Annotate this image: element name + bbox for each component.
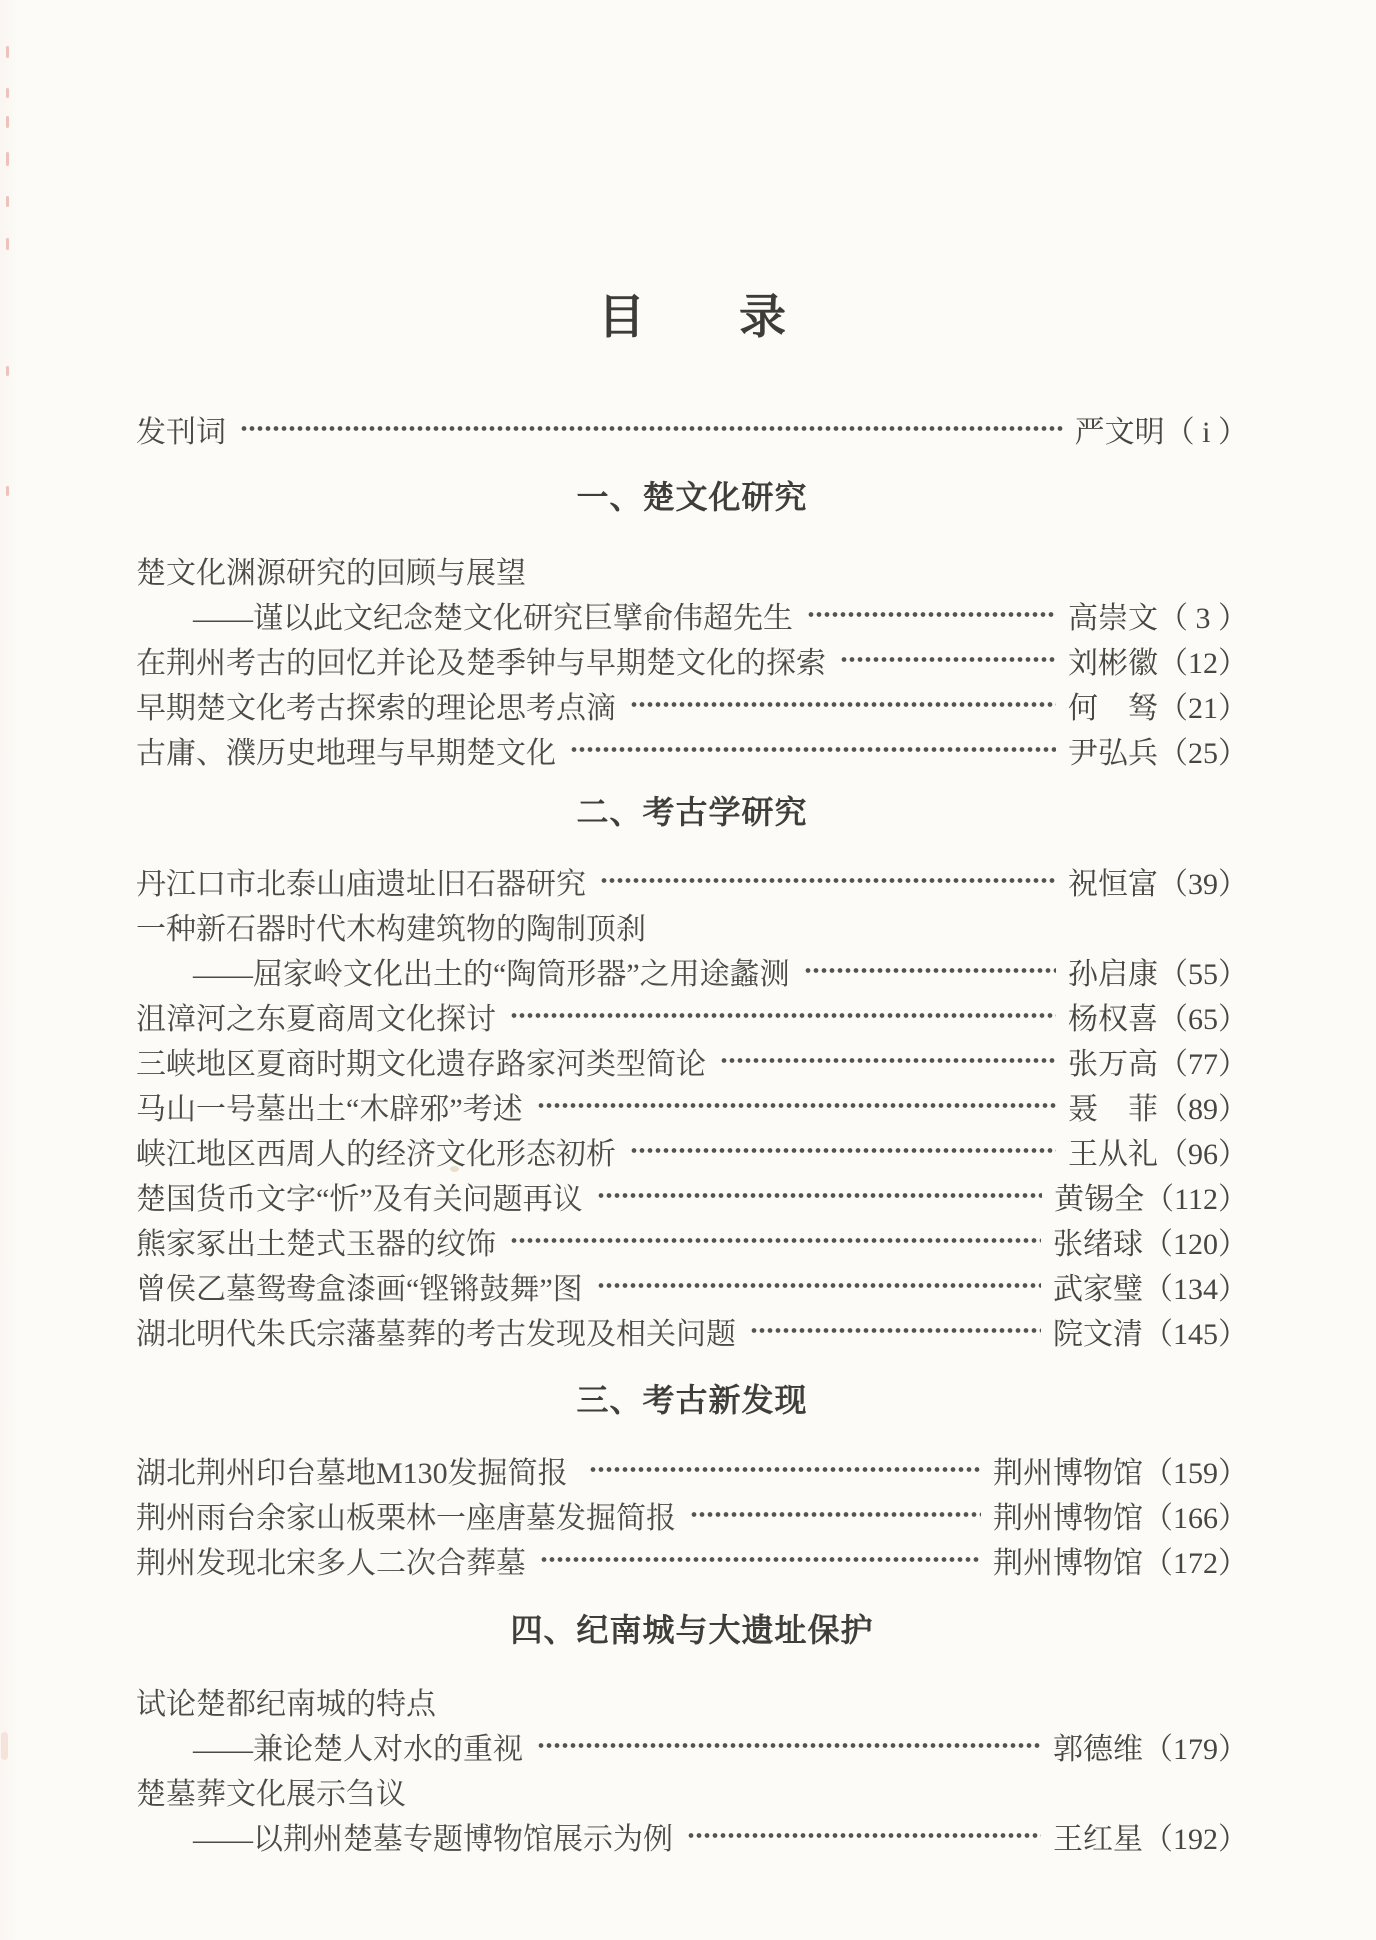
scan-edge-mark (6, 116, 9, 128)
dot-leader (510, 993, 1056, 1038)
dot-leader (687, 1813, 1041, 1858)
toc-entry (136, 1813, 1248, 1858)
dot-leader (240, 406, 1063, 451)
entry-page: （172） (1143, 1546, 1248, 1580)
dot-leader (597, 1263, 1041, 1308)
entry-ref (993, 1448, 1248, 1492)
entry-title: 楚文化渊源研究的回顾与展望 (136, 556, 526, 590)
entry-page: （192） (1143, 1822, 1248, 1856)
entry-ref (1053, 1219, 1248, 1263)
entry-title: 熊家冢出土楚式玉器的纹饰 (136, 1227, 496, 1261)
entry-page: （77） (1158, 1047, 1248, 1081)
entry-page: （96） (1158, 1137, 1248, 1171)
dot-leader (597, 1173, 1042, 1218)
entry-ref (1068, 638, 1248, 682)
table-of-contents (136, 406, 1248, 1858)
entry-author: 王从礼 (1068, 1137, 1158, 1171)
scan-edge-mark (6, 46, 9, 58)
dot-leader (807, 592, 1056, 637)
dot-leader (540, 1537, 981, 1582)
section-heading-3: 三、考古新发现 (576, 1382, 808, 1418)
dot-leader (537, 1723, 1041, 1768)
entry-page: （112） (1144, 1182, 1248, 1216)
entry-page: （65） (1158, 1002, 1248, 1036)
toc-entry (136, 858, 1248, 903)
entry-ref (993, 1538, 1248, 1582)
entry-ref (1068, 1129, 1248, 1173)
dot-leader (570, 727, 1056, 772)
scan-edge-mark (6, 152, 9, 166)
entry-title: 三峡地区夏商时期文化遗存路家河类型简论 (136, 1047, 706, 1081)
toc-entry (136, 1308, 1248, 1353)
entry-subtitle: ——以荆州楚墓专题博物馆展示为例 (193, 1822, 673, 1856)
dot-leader (510, 1218, 1041, 1263)
dot-leader (690, 1492, 981, 1537)
entry-author: 郭德维 (1053, 1732, 1143, 1766)
entry-ref (1053, 1309, 1248, 1353)
dot-leader (840, 637, 1056, 682)
scan-edge-smudge (1, 1732, 8, 1760)
entry-author: 孙启康 (1068, 957, 1158, 991)
toc-entry (136, 547, 1248, 592)
entry-page: （ i ） (1164, 415, 1248, 449)
toc-entry (136, 1173, 1248, 1218)
toc-entry (136, 948, 1248, 993)
entry-ref (1053, 1814, 1248, 1858)
entry-title: 早期楚文化考古探索的理论思考点滴 (136, 691, 616, 725)
entry-author: 杨权喜 (1068, 1002, 1158, 1036)
entry-title: 古庸、濮历史地理与早期楚文化 (136, 736, 556, 770)
entry-title: 试论楚都纪南城的特点 (136, 1687, 436, 1721)
toc-entry (136, 1768, 1248, 1813)
dot-leader (720, 1038, 1056, 1083)
entry-page: （21） (1158, 691, 1248, 725)
section-heading-4: 四、纪南城与大遗址保护 (510, 1612, 874, 1648)
toc-entry (136, 1263, 1248, 1308)
toc-entry (136, 903, 1248, 948)
entry-author: 黄锡全 (1054, 1182, 1145, 1216)
entry-page: （ 3 ） (1158, 601, 1248, 635)
entry-author: 聂 菲 (1068, 1092, 1158, 1126)
entry-ref (1068, 1039, 1248, 1083)
entry-title: 一种新石器时代木构建筑物的陶制顶刹 (136, 912, 646, 946)
scan-edge-mark (6, 238, 9, 250)
entry-title: 在荆州考古的回忆并论及楚季钟与早期楚文化的探索 (136, 646, 826, 680)
entry-title: 曾侯乙墓鸳鸯盒漆画“铿锵鼓舞”图 (136, 1272, 583, 1306)
toc-entry-preface (136, 406, 1248, 451)
entry-author: 荆州博物馆 (993, 1456, 1143, 1490)
entry-page: （89） (1158, 1092, 1248, 1126)
entry-ref (1068, 994, 1248, 1038)
page-title: 目 录 (598, 292, 786, 344)
entry-ref (1068, 859, 1248, 903)
entry-page: （12） (1158, 646, 1248, 680)
dot-leader (750, 1308, 1041, 1353)
entry-ref (1053, 1264, 1248, 1308)
entry-page: （179） (1143, 1732, 1248, 1766)
entry-title: 发刊词 (136, 415, 226, 449)
toc-entry (136, 1723, 1248, 1768)
entry-title: 楚墓葬文化展示刍议 (136, 1777, 406, 1811)
section-heading-2: 二、考古学研究 (576, 794, 808, 830)
dot-leader (537, 1083, 1056, 1128)
toc-entry (136, 682, 1248, 727)
entry-author: 何 驽 (1068, 691, 1158, 725)
toc-entry (136, 1537, 1248, 1582)
dot-leader (804, 948, 1056, 993)
entry-author: 张万高 (1068, 1047, 1158, 1081)
entry-ref (1075, 407, 1248, 451)
toc-entry (136, 1218, 1248, 1263)
dot-leader (589, 1447, 981, 1492)
entry-subtitle: ——谨以此文纪念楚文化研究巨擘俞伟超先生 (193, 601, 793, 635)
entry-author: 荆州博物馆 (993, 1501, 1143, 1535)
toc-entry (136, 592, 1248, 637)
entry-title: 荆州雨台余家山板栗林一座唐墓发掘简报 (136, 1501, 676, 1535)
entry-author: 武家璧 (1053, 1272, 1143, 1306)
entry-ref (1053, 1724, 1248, 1768)
toc-entry (136, 1447, 1248, 1492)
entry-title: 湖北明代朱氏宗藩墓葬的考古发现及相关问题 (136, 1317, 736, 1351)
entry-author: 刘彬徽 (1068, 646, 1158, 680)
entry-author: 高崇文 (1068, 601, 1158, 635)
entry-ref (1068, 1084, 1248, 1128)
entry-title: 楚国货币文字“忻”及有关问题再议 (136, 1182, 583, 1216)
entry-author: 严文明 (1074, 415, 1165, 449)
toc-entry (136, 727, 1248, 772)
entry-ref (1068, 728, 1248, 772)
toc-entry (136, 1128, 1248, 1173)
toc-entry (136, 993, 1248, 1038)
entry-ref (993, 1493, 1248, 1537)
dot-leader (630, 1128, 1056, 1173)
entry-author: 院文清 (1053, 1317, 1143, 1351)
toc-entry (136, 1083, 1248, 1128)
entry-ref (1068, 949, 1248, 993)
entry-page: （120） (1143, 1227, 1248, 1261)
toc-entry (136, 637, 1248, 682)
toc-entry (136, 1492, 1248, 1537)
scan-edge-mark (6, 88, 9, 98)
entry-author: 尹弘兵 (1068, 736, 1158, 770)
entry-page: （145） (1143, 1317, 1248, 1351)
entry-title: 峡江地区西周人的经济文化形态初析 (136, 1137, 616, 1171)
entry-page: （55） (1158, 957, 1248, 991)
entry-page: （25） (1158, 736, 1248, 770)
dot-leader (630, 682, 1056, 727)
entry-ref (1068, 593, 1248, 637)
entry-page: （39） (1158, 867, 1248, 901)
scan-edge-mark (6, 366, 9, 376)
toc-entry (136, 1038, 1248, 1083)
entry-title: 丹江口市北泰山庙遗址旧石器研究 (136, 867, 586, 901)
entry-ref (1054, 1174, 1248, 1218)
toc-entry (136, 1678, 1248, 1723)
entry-subtitle: ——屈家岭文化出土的“陶筒形器”之用途蠡测 (193, 957, 790, 991)
entry-title: 荆州发现北宋多人二次合葬墓 (136, 1546, 526, 1580)
dot-leader (600, 858, 1056, 903)
entry-ref (1068, 683, 1248, 727)
entry-title: 马山一号墓出土“木辟邪”考述 (136, 1092, 523, 1126)
entry-author: 荆州博物馆 (993, 1546, 1143, 1580)
entry-author: 张绪球 (1053, 1227, 1143, 1261)
entry-title: 湖北荆州印台墓地M130发掘简报 (136, 1456, 576, 1490)
entry-title: 沮漳河之东夏商周文化探讨 (136, 1002, 496, 1036)
scan-edge-mark (6, 486, 9, 496)
entry-author: 祝恒富 (1068, 867, 1158, 901)
entry-author: 王红星 (1053, 1822, 1143, 1856)
scan-edge-mark (6, 196, 9, 207)
entry-page: （166） (1143, 1501, 1248, 1535)
section-heading-1: 一、楚文化研究 (576, 479, 808, 515)
entry-page: （134） (1143, 1272, 1248, 1306)
entry-subtitle: ——兼论楚人对水的重视 (193, 1732, 523, 1766)
entry-page: （159） (1143, 1456, 1248, 1490)
